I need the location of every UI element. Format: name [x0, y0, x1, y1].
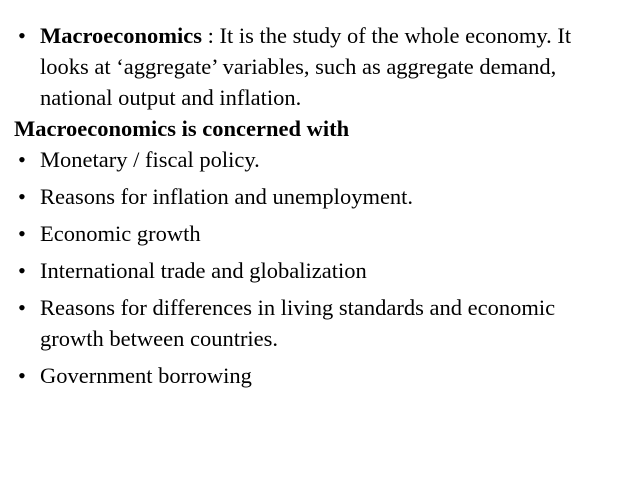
list-item — [14, 255, 598, 286]
list-item — [14, 218, 598, 249]
definition-text: : It is the study of the whole economy. It looks at ‘aggregate’ variables, such as aggregate demand, national output and inflation. — [40, 23, 572, 110]
bullet-icon: • — [18, 295, 26, 320]
bullet-icon: • — [18, 147, 26, 172]
bullet-icon: • — [18, 363, 26, 388]
list-item-text: International trade and globalization — [40, 258, 367, 283]
list-item — [14, 181, 598, 212]
bullet-icon: • — [18, 221, 26, 246]
list-item — [14, 144, 598, 175]
bullet-icon: • — [18, 23, 26, 48]
list-item-text: Reasons for inflation and unemployment. — [40, 184, 414, 209]
section-heading: Macroeconomics is concerned with — [14, 116, 350, 141]
definition-bullet — [14, 20, 598, 113]
term-macroeconomics: Macroeconomics — [40, 23, 203, 48]
list-item-text: Monetary / fiscal policy. — [40, 147, 260, 172]
bullet-icon: • — [18, 258, 26, 283]
list-item — [14, 360, 598, 391]
list-item-text: Economic growth — [40, 221, 201, 246]
bullet-icon: • — [18, 184, 26, 209]
list-item — [14, 292, 598, 354]
list-item-text: Reasons for differences in living standards and economic growth between countries. — [40, 295, 556, 351]
list-item-text: Government borrowing — [40, 363, 252, 388]
